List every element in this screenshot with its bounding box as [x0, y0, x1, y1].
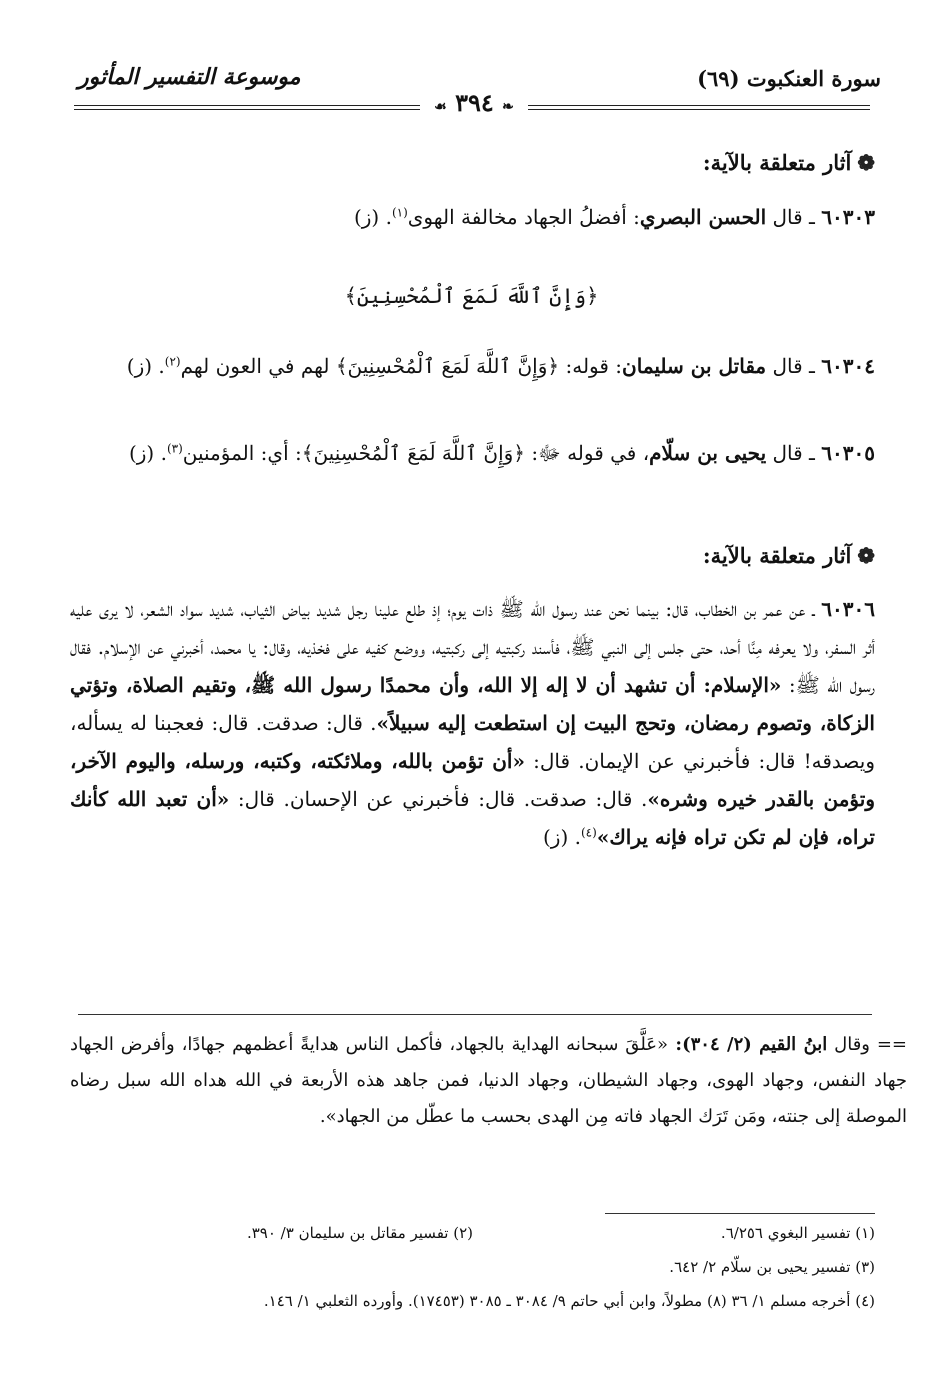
surah-header: سورة العنكبوت (٦٩) — [697, 66, 881, 91]
entry-60306 — [70, 590, 875, 856]
hadith-text: . قال: صدقت. قال: فعجبنا له يسأله، ويصدقه! قال: فأخبرني عن الإيمان. قال: — [70, 711, 875, 773]
entry-60303 — [70, 198, 875, 236]
entry-number: ٦٠٣٠٥ — [821, 441, 875, 465]
hadith-quote: «الإسلام: أن تشهد أن لا إله إلا الله، وأن محمدًا رسول الله ﷺ، وتقيم الصلاة، وتؤتي الزكاة، وتصوم رمضان، وتحج البيت إن استطعت إليه سبيلاً» — [70, 673, 875, 735]
footnotes-divider — [605, 1213, 875, 1214]
footnote-ref: (٣) — [166, 441, 183, 456]
page-number-value: ٣٩٤ — [455, 88, 494, 117]
section-heading — [703, 150, 875, 175]
continued-note — [70, 1027, 907, 1135]
hadith-text: . قال: صدقت. قال: فأخبرني عن الإحسان. قال: — [229, 787, 648, 811]
ornament-icon: ❧ — [502, 99, 514, 115]
entry-60304 — [70, 347, 875, 385]
section-heading — [703, 543, 875, 568]
hadith-quote: «أن تؤمن بالله، وملائكته، وكتبه، ورسله، واليوم الآخر، وتؤمن بالقدر خيره وشره» — [70, 749, 875, 811]
narrator-name: الحسن البصري — [639, 205, 767, 229]
entry-number: ٦٠٣٠٣ — [821, 205, 875, 229]
footnote-2: (٢) تفسير مقاتل بن سليمان ٣/ ٣٩٠. — [246, 1224, 473, 1242]
verse-heading: ﴿وَإِنَّ ٱللَّهَ لَمَعَ ٱلْمُحْسِنِينَ﴾ — [344, 284, 599, 308]
hadith-quote: «أن تعبد الله كأنك تراه، فإن لم تكن تراه فإنه يراك» — [70, 787, 875, 849]
note-author: ابنُ القيم — [759, 1034, 828, 1055]
note-text: «عَلَّقَ سبحانه الهداية بالجهاد، فأكمل الناس هدايةً أعظمهم جهادًا، وأفرض الجهاد جهاد النفس، وجهاد الهوى، وجهاد الشيطان، وجهاد الدنيا، فمن جاهد هذه الأربعة في الله هداه الله سبل رضاه الموصلة إلى جنته، ومَن تَرَك الجهاد فاته مِن الهدى بحسب ما عطّل من الجهاد». — [70, 1034, 907, 1127]
notes-divider — [78, 1014, 872, 1015]
header-rule — [74, 109, 420, 110]
entry-text: : أي: المؤمنين — [182, 441, 302, 465]
footnote-ref: (٢) — [164, 354, 181, 369]
entry-text: : قوله: — [559, 354, 623, 378]
entry-text: ـ قال — [766, 205, 815, 229]
entry-tail: . (ز) — [126, 354, 165, 378]
note-text: == وقال — [827, 1034, 907, 1055]
header-rule — [528, 109, 870, 110]
header-rule — [74, 105, 420, 106]
section-heading-text: آثار متعلقة بالآية: — [702, 150, 852, 175]
note-reference: (٢/ ٣٠٤): — [668, 1034, 760, 1055]
page-number — [420, 88, 528, 117]
entry-number: ٦٠٣٠٦ — [821, 597, 875, 621]
flower-icon: ❁ — [857, 150, 875, 175]
entry-tail: . (ز) — [353, 205, 392, 229]
ornament-icon: ☙ — [434, 99, 447, 115]
section-heading-text: آثار متعلقة بالآية: — [702, 543, 852, 568]
entry-text: ـ قال — [766, 441, 815, 465]
narrator-name: يحيى بن سلّام — [649, 441, 767, 465]
footnote-ref: (١) — [391, 205, 408, 220]
entry-text: ، في قوله ﷻ: — [525, 441, 650, 465]
footnote-1: (١) تفسير البغوي ٦/٢٥٦. — [720, 1224, 875, 1242]
entry-tail: . (ز) — [543, 825, 581, 849]
header-rule — [528, 105, 870, 106]
flower-icon: ❁ — [857, 543, 875, 568]
entry-text: لهم في العون لهم — [180, 354, 336, 378]
footnote-3: (٣) تفسير يحيى بن سلّام ٢/ ٦٤٢. — [669, 1258, 875, 1276]
quoted-verse: ﴿وَإِنَّ ٱللَّهَ لَمَعَ ٱلْمُحْسِنِينَ﴾ — [301, 441, 526, 465]
entry-tail: . (ز) — [128, 441, 167, 465]
footnote-ref: (٤) — [580, 825, 597, 840]
book-title-header: موسوعة التفسير المأثور — [78, 64, 301, 90]
entry-text: ـ قال — [766, 354, 815, 378]
entry-60305 — [70, 434, 875, 472]
entry-number: ٦٠٣٠٤ — [821, 354, 875, 378]
quoted-verse: ﴿وَإِنَّ ٱللَّهَ لَمَعَ ٱلْمُحْسِنِينَ﴾ — [335, 354, 560, 378]
narrator-name: مقاتل بن سليمان — [622, 354, 767, 378]
entry-text: : أفضلُ الجهاد مخالفة الهوى — [407, 205, 640, 229]
footnote-4: (٤) أخرجه مسلم ١/ ٣٦ (٨) مطولاً، وابن أبي حاتم ٩/ ٣٠٨٤ ـ ٣٠٨٥ (١٧٤٥٣). وأورده الثعلبي ١/ ١٤٦. — [263, 1292, 875, 1310]
hadith-text: ـ عن عمر بن الخطاب، قال: بينما نحن عند رسول الله ﷺ ذات يوم؛ إذ طلع علينا رجل شديد بياض الثياب، شديد سواد الشعر، لا يرى عليه أثر السفر، ولا يعرفه مِنَّا أحد، حتى جلس إلى النبي ﷺ، فأسند ركبتيه إلى ركبتيه، ووضع كفيه على فخذيه، وقال: يا محمد، أخبرني عن الإسلام. فقال رسول الله ﷺ: — [70, 597, 875, 697]
